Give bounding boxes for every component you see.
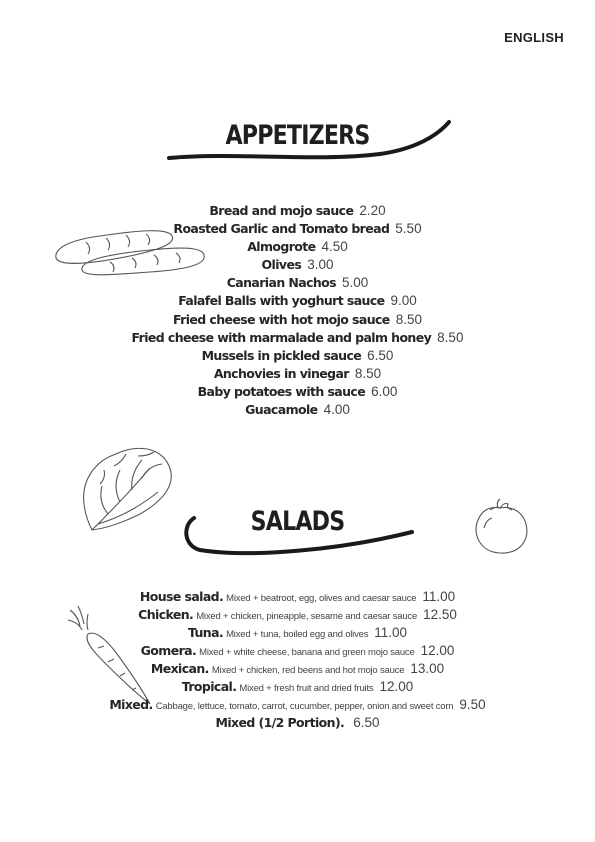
menu-item — [0, 642, 595, 660]
item-price: 9.00 — [390, 293, 417, 309]
item-price: 4.00 — [323, 402, 350, 418]
item-price: 12.50 — [423, 607, 457, 622]
item-description: Mixed + chicken, red beens and hot mojo sauce — [211, 665, 405, 676]
salads-title: SALADS — [250, 506, 345, 537]
item-price: 5.50 — [395, 221, 422, 237]
salads-swoosh — [180, 512, 420, 560]
item-price: 12.00 — [379, 679, 414, 694]
item-price: 8.50 — [395, 311, 422, 327]
appetizers-title: APPETIZERS — [225, 120, 370, 151]
item-name: Bread and mojo sauce — [209, 203, 354, 218]
item-price: 2.20 — [359, 203, 386, 218]
menu-item — [0, 329, 595, 347]
menu-item — [0, 401, 595, 419]
item-description: Mixed + tuna, boiled egg and olives — [226, 629, 369, 640]
item-description: Mixed + beatroot, egg, olives and caesar sauce — [226, 593, 417, 604]
item-name: Mixed (1/2 Portion). — [215, 715, 345, 730]
item-price: 3.00 — [307, 257, 334, 273]
item-price: 11.00 — [422, 589, 456, 604]
item-name: Canarian Nachos — [226, 275, 337, 291]
item-description: Mixed + white cheese, banana and green mojo sauce — [199, 647, 415, 658]
item-name: Fried cheese with hot mojo sauce — [173, 311, 390, 327]
item-name: Chicken. — [138, 607, 194, 622]
menu-item — [0, 347, 595, 365]
appetizers-swoosh — [165, 116, 455, 170]
item-name: Mixed. — [109, 697, 153, 712]
item-price: 8.50 — [354, 365, 382, 381]
item-price: 9.50 — [459, 697, 486, 712]
item-name: Gomera. — [140, 643, 197, 658]
menu-item — [0, 220, 595, 238]
item-name: Roasted Garlic and Tomato bread — [173, 221, 390, 237]
item-price: 13.00 — [410, 661, 445, 676]
menu-item — [0, 202, 595, 220]
item-name: Tropical. — [181, 679, 237, 694]
item-price: 8.50 — [437, 329, 464, 345]
item-price: 6.50 — [367, 347, 394, 363]
menu-item — [0, 365, 595, 383]
item-description: Cabbage, lettuce, tomato, carrot, cucumber, pepper, onion and sweet corn — [155, 701, 454, 712]
item-name: House salad. — [139, 589, 224, 604]
item-name: Tuna. — [187, 625, 224, 640]
item-name: Almogrote — [247, 239, 316, 255]
tomato-icon — [470, 498, 532, 556]
appetizers-list — [0, 202, 595, 419]
item-price: 6.00 — [371, 383, 398, 399]
item-name: Fried cheese with marmalade and palm honey — [131, 329, 432, 345]
menu-item — [0, 588, 595, 606]
menu-item — [0, 274, 595, 292]
menu-item — [0, 606, 595, 624]
item-name: Anchovies in vinegar — [213, 365, 349, 381]
menu-item — [0, 624, 595, 642]
menu-item — [0, 256, 595, 274]
menu-item — [0, 696, 595, 714]
menu-item — [0, 678, 595, 696]
item-name: Mussels in pickled sauce — [201, 347, 362, 363]
item-price: 4.50 — [321, 239, 348, 255]
menu-item — [0, 238, 595, 256]
menu-item — [0, 383, 595, 401]
item-price: 5.00 — [342, 275, 369, 291]
item-name: Baby potatoes with sauce — [197, 383, 366, 399]
item-name: Mexican. — [150, 661, 209, 676]
menu-item — [0, 660, 595, 678]
item-name: Falafel Balls with yoghurt sauce — [178, 293, 385, 309]
language-label[interactable]: ENGLISH — [504, 30, 564, 45]
menu-item — [0, 714, 595, 732]
menu-item — [0, 311, 595, 329]
item-name: Olives — [261, 257, 302, 273]
menu-item — [0, 292, 595, 310]
item-price: 6.50 — [353, 715, 380, 730]
salads-list — [0, 588, 595, 732]
item-price: 12.00 — [420, 643, 455, 658]
item-description: Mixed + chicken, pineapple, sesame and caesar sauce — [196, 611, 418, 622]
item-name: Guacamole — [245, 402, 318, 418]
item-description: Mixed + fresh fruit and dried fruits — [239, 683, 374, 694]
item-price: 11.00 — [374, 625, 408, 640]
